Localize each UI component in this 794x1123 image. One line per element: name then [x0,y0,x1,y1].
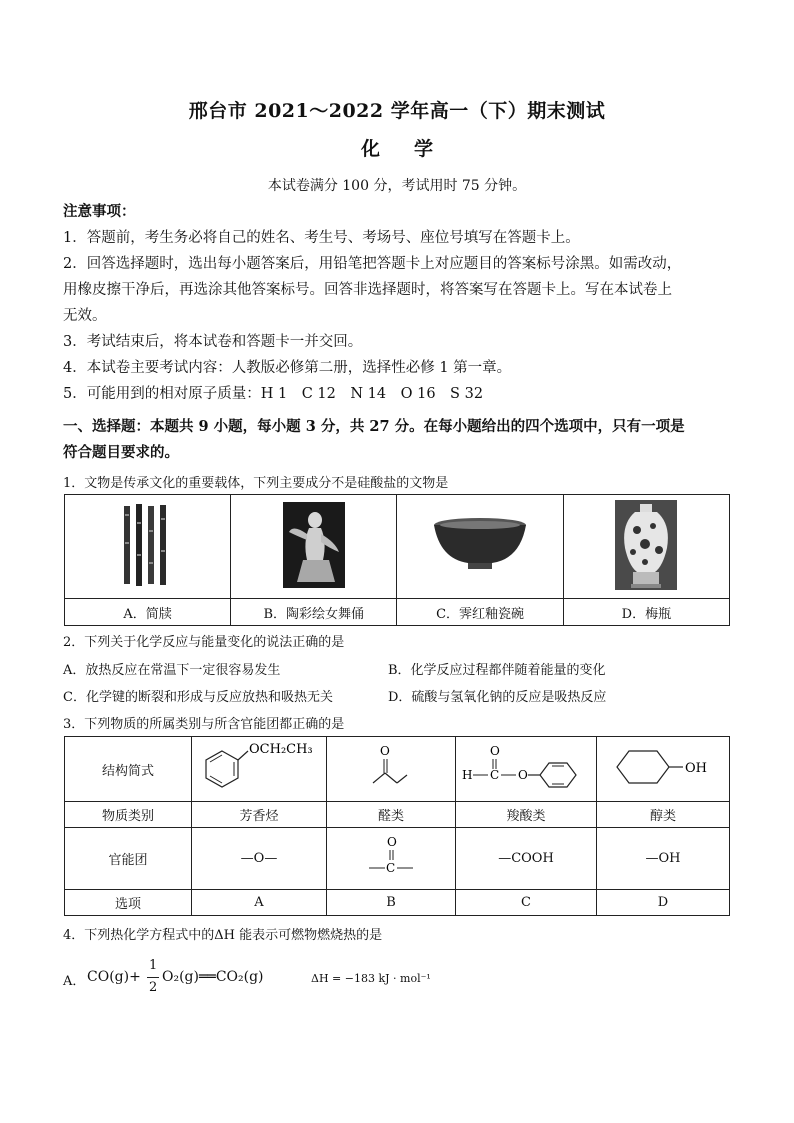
q3-row-label: 选项 [65,890,192,916]
q2-option-d: D．硫酸与氢氧化钠的反应是吸热反应 [388,690,607,705]
q3-option-a: A [192,890,327,916]
q3-group-a: —O— [192,828,327,890]
cyclohexanol-structure [599,737,727,797]
notice-item: 5．可能用到的相对原子质量：H 1 C 12 N 14 O 16 S 32 [63,386,484,402]
q3-category-a: 芳香烃 [192,802,327,828]
struct-c-h: H [462,768,473,782]
q3-option-c: C [456,890,597,916]
phenyl-formate-structure [458,737,594,797]
notice-item: 用橡皮擦干净后，再选涂其他答案标号。回答非选择题时，将答案写在答题卡上。写在本试卷上 [63,282,672,298]
q3-category-c: 羧酸类 [456,802,597,828]
exam-info: 本试卷满分 100 分，考试用时 75 分钟。 [267,178,527,194]
bamboo-slips-image [118,502,178,588]
q4-option-a-label: A． [63,974,86,989]
notice-heading: 注意事项： [63,203,136,220]
q4-equation-left: CO(g)+ [87,969,141,985]
carbonyl-c: C [386,860,396,875]
notice-item: 4．本试卷主要考试内容：人教版必修第二册，选择性必修 1 第一章。 [63,360,512,376]
q1-table [64,494,730,626]
q3-option-b: B [327,890,456,916]
q1-cell-b [231,495,397,599]
q2-option-a: A．放热反应在常温下一定很容易发生 [63,663,281,678]
q1-option-d: D．梅瓶 [563,599,729,626]
q1-option-c: C．霁红釉瓷碗 [397,599,563,626]
struct-c-o: O [490,744,500,758]
q3-option-d: D [597,890,730,916]
butanone-structure [361,737,421,797]
section-heading-line: 一、选择题：本题共 9 小题，每小题 3 分，共 27 分。在每小题给出的四个选项中，只有一项是 [63,418,685,435]
q1-cell-d [563,495,729,599]
q1-cell-c [397,495,563,599]
notice-item: 3．考试结束后，将本试卷和答题卡一并交回。 [63,334,363,350]
red-bowl-image [430,515,530,575]
dancer-figurine-image [283,502,345,588]
section-heading-line: 符合题目要求的。 [63,444,179,461]
struct-c-c: C [490,768,500,782]
q3-struct-a [192,737,327,802]
page-title: 邢台市 2021～2022 学年高一（下）期末测试 [188,100,606,122]
q4-equation-right: O₂(g)══CO₂(g) [162,969,264,985]
q2-option-b: B．化学反应过程都伴随着能量的变化 [388,663,606,678]
q3-group-c: —COOH [456,828,597,890]
q2-stem: 2．下列关于化学反应与能量变化的说法正确的是 [63,635,345,650]
q3-category-d: 醇类 [597,802,730,828]
section-heading [63,414,753,466]
notice-item: 2．回答选择题时，选出每小题答案后，用铅笔把答题卡上对应题目的答案标号涂黑。如需改动， [63,256,682,272]
q3-group-b [327,828,456,890]
q3-struct-d [597,737,730,802]
notice-item: 无效。 [63,308,107,324]
q3-row-label: 物质类别 [65,802,192,828]
struct-c-o2: O [518,768,528,782]
q1-cell-a [65,495,231,599]
q3-struct-c [456,737,597,802]
q3-row-label: 结构简式 [65,737,192,802]
subject-title: 化学 [360,138,467,160]
carbonyl-o: O [387,834,397,849]
phenetole-structure [194,737,324,797]
q3-row-label: 官能团 [65,828,192,890]
q2-option-c: C．化学键的断裂和形成与反应放热和吸热无关 [63,690,333,705]
fraction-numerator: 1 [149,958,158,973]
q3-group-d: —OH [597,828,730,890]
q1-option-b: B．陶彩绘女舞俑 [231,599,397,626]
notice-item: 1．答题前，考生务必将自己的姓名、考生号、考场号、座位号填写在答题卡上。 [63,230,580,246]
struct-d-text: OH [685,761,707,776]
q3-stem: 3．下列物质的所属类别与所含官能团都正确的是 [63,717,345,732]
q4-stem: 4．下列热化学方程式中的ΔH 能表示可燃物燃烧热的是 [63,928,383,943]
carbonyl-group [361,832,421,882]
struct-a-text: OCH₂CH₃ [249,742,313,757]
q4-option-a [63,958,483,1004]
q3-category-b: 醛类 [327,802,456,828]
notice-list [63,225,743,407]
svg-text:O: O [380,744,390,758]
fraction-bar [147,977,159,978]
q4-enthalpy: ΔH = −183 kJ · mol⁻¹ [311,972,431,985]
q3-table [64,736,730,916]
q1-stem: 1．文物是传承文化的重要载体，下列主要成分不是硅酸盐的文物是 [63,476,449,491]
q3-struct-b [327,737,456,802]
q1-option-a: A．简牍 [65,599,231,626]
plum-vase-image [615,500,677,590]
fraction-denominator: 2 [149,980,158,995]
